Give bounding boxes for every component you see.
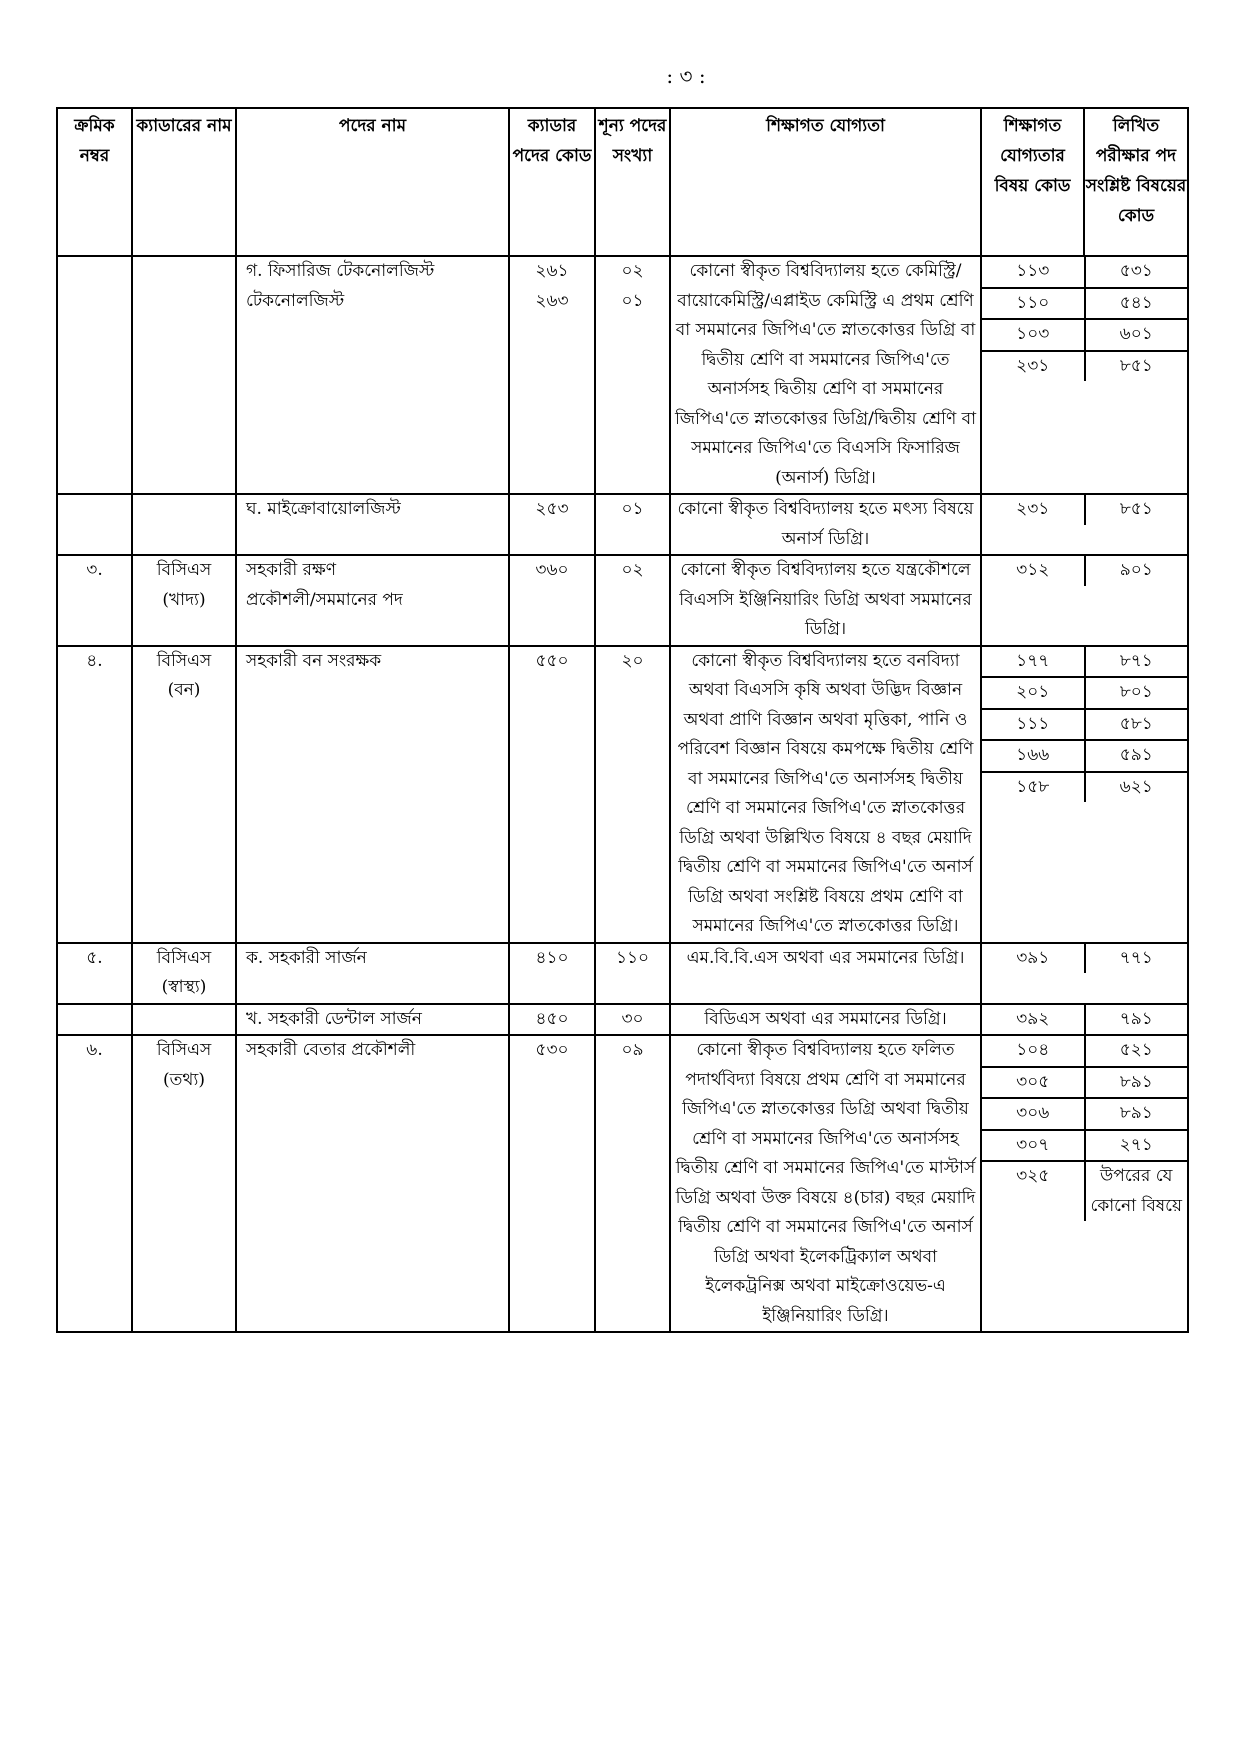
table-header-row [57,108,1188,256]
cadre-cell [132,555,236,646]
cadre-code-cell [509,646,595,943]
subject-codes-table [982,647,1187,803]
post-cell-line: খ. সহকারী ডেন্টাল সার্জন [246,1008,422,1029]
post-cell-line: গ. ফিসারিজ টেকনোলজিস্ট [246,261,435,281]
written-subject-code: ৬২১ [1119,776,1153,797]
header-serial: ক্রমিক নম্বর [57,108,132,256]
vacancy-cell-line: ২০ [621,650,644,671]
table-row [57,1004,1188,1036]
subject-codes-cell [981,494,1188,555]
vacancy-cell-line: ৩০ [621,1008,644,1029]
qual-subject-code: ২৩১ [982,351,1085,382]
subject-codes-table [982,495,1187,525]
qual-subject-code: ১৭৭ [982,647,1085,678]
subject-codes-cell [981,256,1188,494]
subject-codes-cell [981,943,1188,1004]
vacancy-cell [595,256,670,494]
written-subject-code: উপরের যে কোনো বিষয়ে [1090,1166,1183,1216]
written-subject-code: ৮৫১ [1119,499,1153,519]
post-cell [236,646,509,943]
qualification-cell: কোনো স্বীকৃত বিশ্ববিদ্যালয় হতে যন্ত্রকৌশলে বিএসসি ইঞ্জিনিয়ারিং ডিগ্রি অথবা সমমানের ডিগ্রি। [670,555,981,646]
cadre-code-cell [509,256,595,494]
cadre-cell-line: বিসিএস [156,1040,212,1060]
written-subject-code: ৭৯১ [1119,1008,1153,1029]
subject-code-row [982,1036,1187,1067]
cadre-cell [132,494,236,555]
subject-codes-table [982,1005,1187,1035]
post-cell-line: সহকারী রক্ষণ [246,560,337,580]
vacancy-cell-line: ০২ [621,261,644,281]
subject-code-row [982,1098,1187,1130]
header-qualification: শিক্ষাগত যোগ্যতা [670,108,981,256]
cadre-cell-line: (স্বাস্থ্য) [161,977,207,997]
qual-subject-code: ৩৯২ [982,1005,1085,1035]
table-body [57,256,1188,1332]
cadre-code-cell-line: ৪৫০ [535,1008,569,1029]
written-subject-code: ৮৭১ [1085,647,1188,678]
written-subject-code: ৮৫১ [1119,355,1153,376]
subject-code-row [982,288,1187,320]
vacancy-cell [595,555,670,646]
cadre-cell-line: বিসিএস [156,650,212,671]
cadre-cell-line: (বন) [167,680,201,700]
written-subject-code: ৮৯১ [1085,1098,1188,1130]
subject-code-row [982,944,1187,974]
subject-codes-table [982,257,1187,381]
subject-codes-table [982,556,1187,586]
serial-cell [57,494,132,555]
written-subject-code: ২৭১ [1085,1130,1188,1162]
vacancy-cell-line: ১১০ [615,947,650,968]
post-cell-line: টেকনোলজিস্ট [246,290,345,311]
subject-codes-cell [981,1035,1188,1332]
qual-subject-code: ১১১ [982,709,1085,741]
cadre-cell [132,1035,236,1332]
written-subject-code: ৫৮১ [1085,709,1188,741]
subject-code-row [982,772,1187,803]
written-subject-code: ৮০১ [1085,677,1188,709]
vacancy-cell [595,494,670,555]
post-cell [236,555,509,646]
vacancy-cell [595,943,670,1004]
cadre-cell [132,1004,236,1036]
subject-code-row [982,1005,1187,1035]
subject-code-row [982,319,1187,351]
subject-code-row [982,556,1187,586]
qual-subject-code: ২৩১ [982,495,1085,525]
post-cell-line: সহকারী বন সংরক্ষক [246,650,382,671]
qual-subject-code: ৩০৭ [982,1130,1085,1162]
header-post: পদের নাম [236,108,509,256]
qual-subject-code: ১১৩ [982,257,1085,288]
subject-code-row [982,495,1187,525]
subject-codes-table [982,944,1187,974]
qual-subject-code: ৩১২ [982,556,1085,586]
qual-subject-code: ১০৩ [982,319,1085,351]
post-cell-line: সহকারী বেতার প্রকৌশলী [246,1040,416,1060]
written-subject-code: ৫৪১ [1085,288,1188,320]
vacancy-cell [595,1035,670,1332]
qualification-cell: কোনো স্বীকৃত বিশ্ববিদ্যালয় হতে কেমিস্ট্রি/বায়োকেমিস্ট্রি/এপ্লাইড কেমিস্ট্রি এ প্রথম শ্রেণি বা সমমানের জিপিএ'তে স্নাতকোত্তর ডিগ্রি বা দ্বিতীয় শ্রেণি বা সমমানের জিপিএ'তে অনার্সসহ দ্বিতীয় শ্রেণি বা সমমানের জিপিএ'তে স্নাতকোত্তর ডিগ্রি/দ্বিতীয় শ্রেণি বা সমমানের জিপিএ'তে বিএসসি ফিসারিজ (অনার্স) ডিগ্রি। [670,256,981,494]
serial-cell [57,256,132,494]
cadre-code-cell [509,1004,595,1036]
cadre-code-cell [509,1035,595,1332]
subject-code-row [982,351,1187,382]
subject-codes-cell [981,646,1188,943]
post-cell [236,494,509,555]
qual-subject-code: ৩২৫ [982,1161,1085,1221]
subject-code-row [982,647,1187,678]
cadre-code-cell-line: ২৫৩ [535,499,569,519]
qualification-cell: বিডিএস অথবা এর সমমানের ডিগ্রি। [670,1004,981,1036]
written-subject-code: ৮৯১ [1085,1067,1188,1099]
post-cell [236,943,509,1004]
table-row [57,256,1188,494]
qual-subject-code: ২০১ [982,677,1085,709]
post-cell [236,1035,509,1332]
cadre-code-cell [509,943,595,1004]
qualification-cell: কোনো স্বীকৃত বিশ্ববিদ্যালয় হতে বনবিদ্যা অথবা বিএসসি কৃষি অথবা উদ্ভিদ বিজ্ঞান অথবা প্রাণি বিজ্ঞান অথবা মৃত্তিকা, পানি ও পরিবেশ বিজ্ঞান বিষয়ে কমপক্ষে দ্বিতীয় শ্রেণি বা সমমানের জিপিএ'তে অনার্সসহ দ্বিতীয় শ্রেণি বা সমমানের জিপিএ'তে স্নাতকোত্তর ডিগ্রি অথবা উল্লিখিত বিষয়ে ৪ বছর মেয়াদি দ্বিতীয় শ্রেণি বা সমমানের জিপিএ'তে অনার্স ডিগ্রি অথবা সংশ্লিষ্ট বিষয়ে প্রথম শ্রেণি বা সমমানের জিপিএ'তে স্নাতকোত্তর ডিগ্রি। [670,646,981,943]
written-subject-code: ৫২১ [1085,1036,1188,1067]
serial-cell: ৩. [57,555,132,646]
cadre-code-cell [509,494,595,555]
serial-cell: ৬. [57,1035,132,1332]
post-cell-line: ঘ. মাইক্রোবায়োলজিস্ট [246,499,401,519]
qual-subject-code: ৩৯১ [982,944,1085,974]
cadre-cell-line: (খাদ্য) [162,589,206,610]
vacancy-cell-line: ০৯ [621,1040,644,1060]
qualification-cell: এম.বি.বি.এস অথবা এর সমমানের ডিগ্রি। [670,943,981,1004]
vacancy-cell-line: ০২ [621,560,644,580]
written-subject-code: ৫৯১ [1085,740,1188,772]
qual-subject-code: ৩০৫ [982,1067,1085,1099]
subject-codes-table [982,1036,1187,1221]
post-cell-line: ক. সহকারী সার্জন [246,947,367,968]
qual-subject-code: ১১০ [982,288,1085,320]
vacancy-cell [595,1004,670,1036]
cadre-code-cell-line: ৪১০ [535,947,569,968]
table-row [57,494,1188,555]
subject-code-row [982,1067,1187,1099]
written-subject-code: ৯০১ [1119,560,1153,580]
cadre-cell-line: বিসিএস [156,560,212,580]
subject-code-row [982,677,1187,709]
header-cadre-code: ক্যাডার পদের কোড [509,108,595,256]
serial-cell: ৪. [57,646,132,943]
serial-cell [57,1004,132,1036]
table-row [57,646,1188,943]
subject-code-row [982,257,1187,288]
cadre-code-cell-line: ২৬১ [535,261,569,281]
table-row [57,943,1188,1004]
subject-code-row [982,709,1187,741]
written-subject-code: ৬০১ [1085,319,1188,351]
cadre-cell-line: বিসিএস [156,947,212,968]
page-number: : ৩ : [666,64,706,88]
qual-subject-code: ১৬৬ [982,740,1085,772]
table-row [57,1035,1188,1332]
post-cell [236,256,509,494]
vacancy-cell-line: ০১ [621,499,644,519]
qual-subject-code: ১০৪ [982,1036,1085,1067]
qualification-cell: কোনো স্বীকৃত বিশ্ববিদ্যালয় হতে মৎস্য বিষয়ে অনার্স ডিগ্রি। [670,494,981,555]
qualification-cell: কোনো স্বীকৃত বিশ্ববিদ্যালয় হতে ফলিত পদার্থবিদ্যা বিষয়ে প্রথম শ্রেণি বা সমমানের জিপিএ'তে স্নাতকোত্তর ডিগ্রি অথবা দ্বিতীয় শ্রেণি বা সমমানের জিপিএ'তে অনার্সসহ দ্বিতীয় শ্রেণি বা সমমানের জিপিএ'তে মাস্টার্স ডিগ্রি অথবা উক্ত বিষয়ে ৪(চার) বছর মেয়াদি দ্বিতীয় শ্রেণি বা সমমানের জিপিএ'তে অনার্স ডিগ্রি অথবা ইলেকট্রিক্যাল অথবা ইলেকট্রনিক্স অথবা মাইক্রোওয়েভ-এ ইঞ্জিনিয়ারিং ডিগ্রি। [670,1035,981,1332]
vacancy-cell [595,646,670,943]
cadre-code-cell-line: ৫৩০ [535,1040,569,1060]
written-subject-code: ৫৩১ [1085,257,1188,288]
post-cell [236,1004,509,1036]
cadre-cell [132,646,236,943]
cadre-code-cell-line: ৫৫০ [535,650,569,671]
subject-code-row [982,1161,1187,1221]
table-row [57,555,1188,646]
header-written-code: লিখিত পরীক্ষার পদ সংশ্লিষ্ট বিষয়ের কোড [1084,108,1188,256]
qual-subject-code: ৩০৬ [982,1098,1085,1130]
post-cell-line: প্রকৌশলী/সমমানের পদ [246,589,403,610]
qual-subject-code: ১৫৮ [982,772,1085,803]
vacancy-cell-line: ০১ [621,290,644,311]
header-qual-code: শিক্ষাগত যোগ্যতার বিষয় কোড [981,108,1084,256]
header-cadre: ক্যাডারের নাম [132,108,236,256]
cadre-vacancy-table [56,107,1189,1333]
cadre-cell [132,943,236,1004]
cadre-code-cell-line: ২৬৩ [535,290,569,311]
subject-codes-cell [981,1004,1188,1036]
cadre-cell [132,256,236,494]
subject-code-row [982,740,1187,772]
cadre-code-cell-line: ৩৬০ [535,560,569,580]
cadre-code-cell [509,555,595,646]
subject-codes-cell [981,555,1188,646]
written-subject-code: ৭৭১ [1119,947,1153,968]
cadre-cell-line: (তথ্য) [163,1069,205,1090]
subject-code-row [982,1130,1187,1162]
serial-cell: ৫. [57,943,132,1004]
header-vacancy: শূন্য পদের সংখ্যা [595,108,670,256]
